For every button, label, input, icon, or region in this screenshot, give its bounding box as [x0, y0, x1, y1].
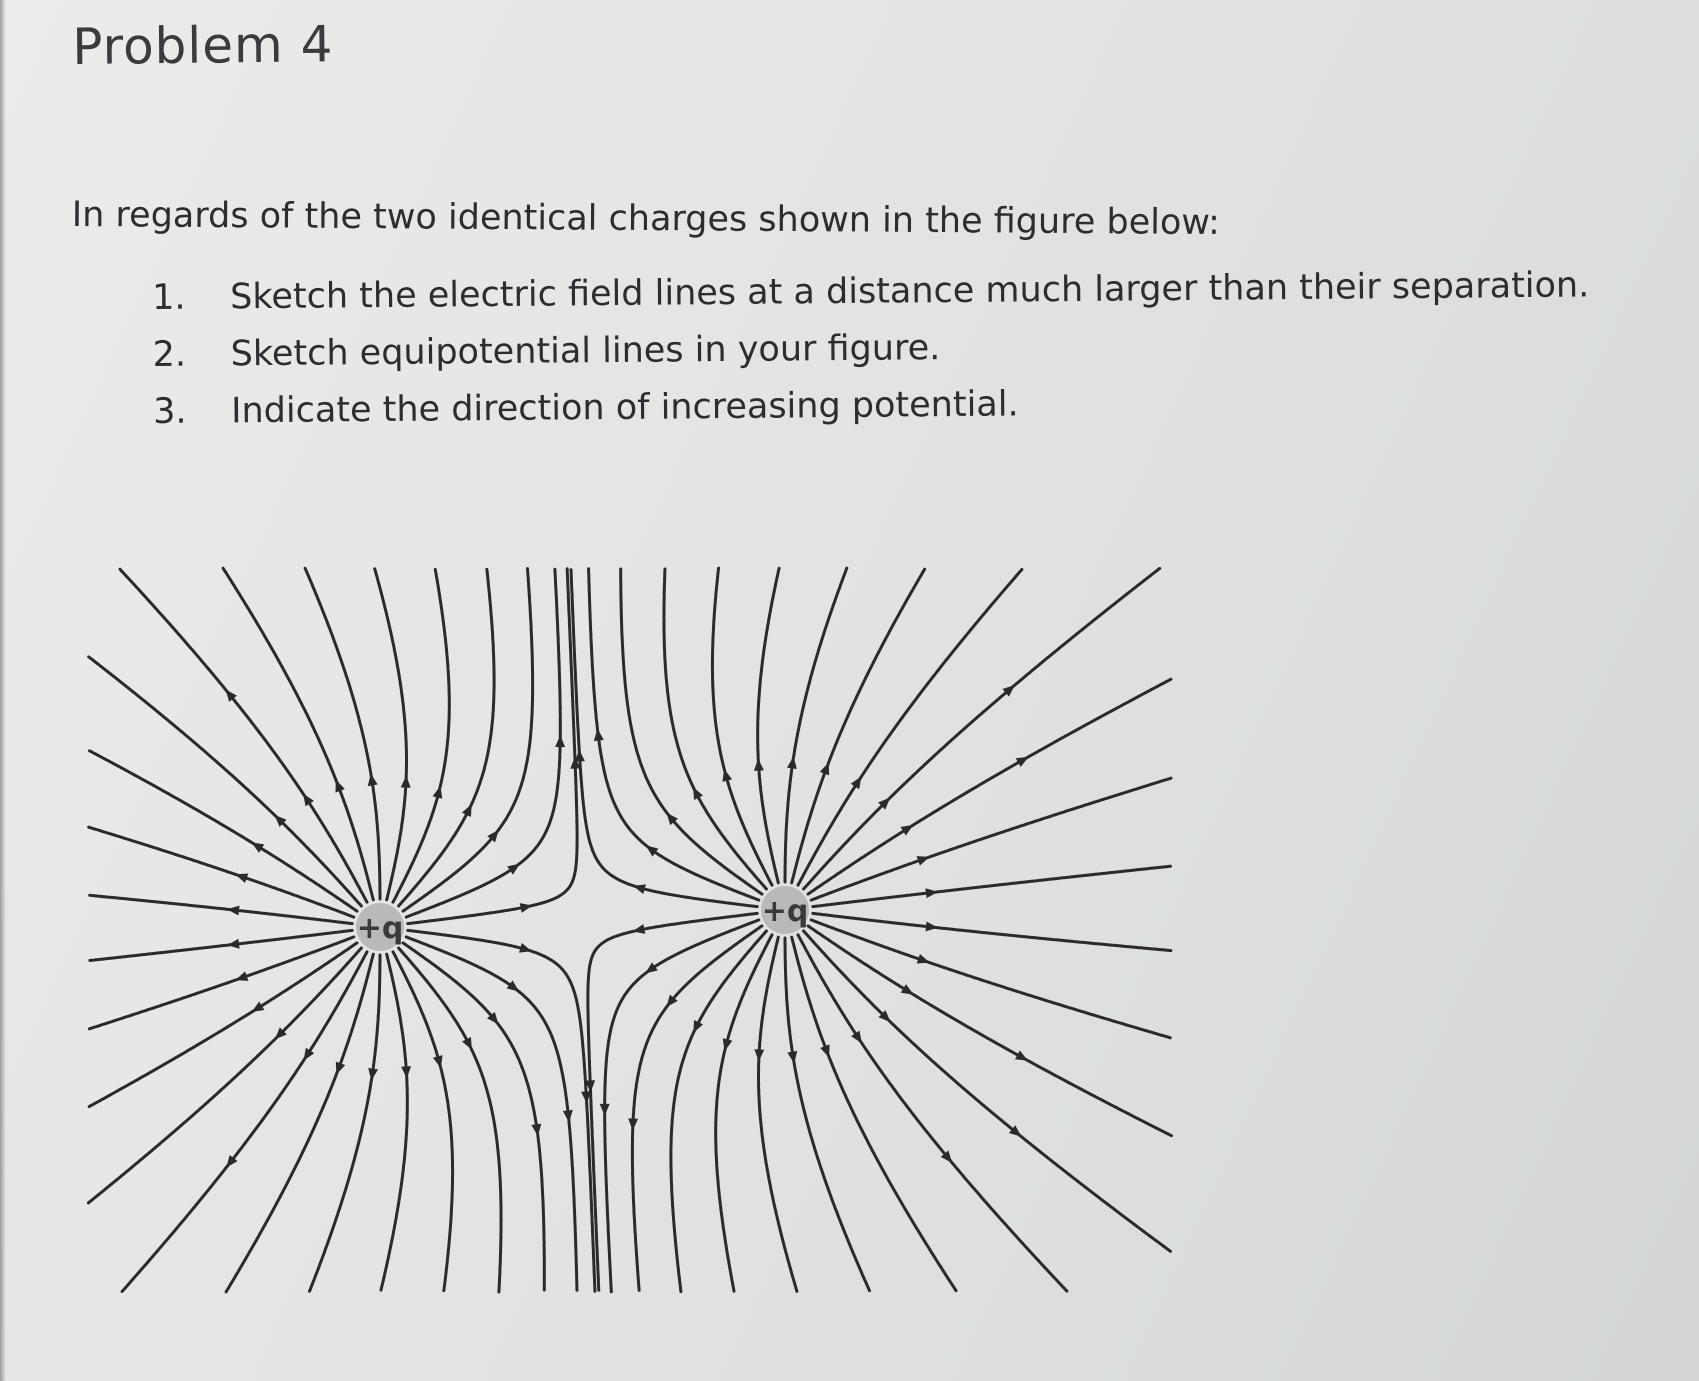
- task-text: Sketch equipotential lines in your figure.: [230, 328, 941, 375]
- field-line: [759, 937, 797, 1291]
- field-arrow: [722, 769, 732, 782]
- field-line: [88, 948, 361, 1203]
- field-line: [808, 926, 1172, 1136]
- field-line: [792, 569, 925, 883]
- field-line: [813, 866, 1171, 906]
- problem-intro: In regards of the two identical charges shown in the figure below:: [71, 195, 1220, 244]
- right-charge: [761, 886, 809, 934]
- field-line: [792, 937, 956, 1290]
- field-line: [785, 938, 870, 1291]
- field-line: [811, 778, 1171, 900]
- field-line: [89, 827, 354, 917]
- field-line: [798, 935, 1067, 1291]
- task-item: [153, 379, 1591, 449]
- field-line: [90, 751, 358, 911]
- field-line: [813, 913, 1171, 950]
- field-line: [406, 569, 560, 917]
- field-line: [89, 657, 362, 906]
- field-arrow: [917, 954, 930, 963]
- charge-right-label: +q: [761, 894, 809, 929]
- field-line: [89, 937, 353, 1029]
- field-arrow: [368, 773, 378, 786]
- field-arrow: [433, 1055, 443, 1068]
- field-line: [310, 955, 381, 1291]
- field-line: [90, 895, 353, 923]
- field-arrows: [225, 685, 1028, 1168]
- field-line: [226, 954, 373, 1292]
- field-arrow: [754, 1049, 764, 1061]
- field-line: [808, 679, 1171, 894]
- page-title: Problem 4: [72, 15, 334, 76]
- field-arrow: [555, 735, 565, 747]
- field-arrow: [917, 856, 930, 865]
- task-number: 2.: [152, 334, 187, 375]
- field-arrow: [628, 1118, 638, 1130]
- field-line: [621, 569, 762, 894]
- charge-left-label: +q: [356, 911, 404, 946]
- field-line: [122, 952, 367, 1292]
- field-arrow: [401, 1066, 411, 1078]
- field-line: [605, 920, 759, 1292]
- field-arrow: [335, 780, 344, 793]
- field-line: [403, 569, 533, 912]
- field-lines: [88, 568, 1171, 1292]
- field-line: [811, 920, 1170, 1038]
- field-arrow: [820, 1044, 829, 1057]
- field-arrow: [600, 1104, 610, 1116]
- field-line: [393, 569, 449, 902]
- field-arrow: [507, 864, 520, 875]
- field-line: [758, 568, 779, 883]
- field-line: [632, 926, 762, 1290]
- field-arrow: [575, 749, 585, 761]
- field-arrow: [235, 971, 248, 980]
- field-arrow: [336, 1062, 345, 1075]
- task-text: Indicate the direction of increasing potential.: [230, 384, 1019, 432]
- task-list: [152, 265, 1591, 449]
- field-lines-figure: [80, 560, 1180, 1300]
- field-arrow: [633, 884, 646, 894]
- field-arrow: [645, 962, 658, 973]
- field-line: [120, 569, 367, 902]
- field-arrow: [787, 1051, 797, 1064]
- field-line: [712, 568, 772, 885]
- field-line: [381, 954, 407, 1290]
- field-line: [785, 568, 847, 882]
- field-arrow: [519, 943, 532, 953]
- left-charge: [356, 903, 404, 951]
- task-number: 1.: [152, 277, 186, 318]
- field-line: [90, 930, 352, 960]
- field-arrow: [235, 873, 248, 882]
- field-arrow: [820, 762, 829, 775]
- field-line: [89, 943, 357, 1107]
- task-number: 3.: [152, 391, 187, 432]
- task-text: Sketch the electric field lines at a distance much larger than their separation.: [229, 265, 1590, 318]
- field-arrow: [754, 759, 764, 771]
- field-arrow: [401, 776, 411, 788]
- field-line: [716, 935, 772, 1291]
- field-line: [223, 568, 373, 900]
- field-line: [399, 569, 495, 906]
- paper-edge: [0, 0, 6, 1381]
